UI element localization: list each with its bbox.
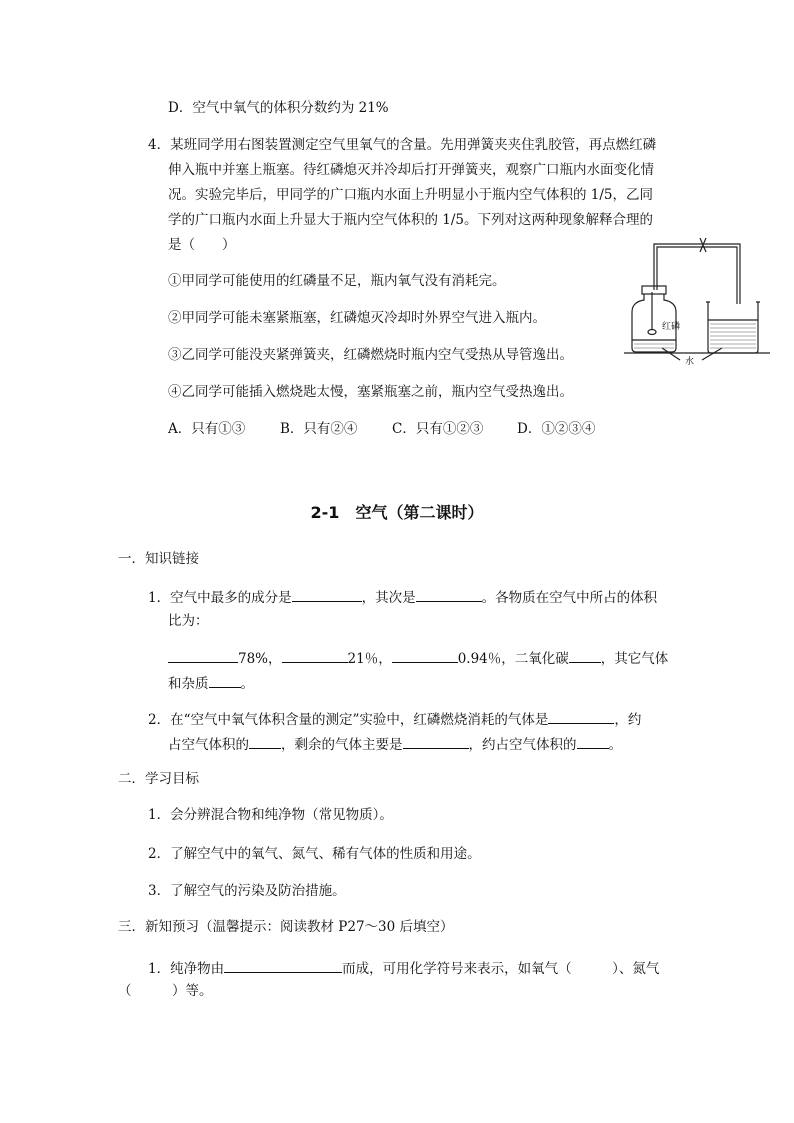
fill-blank[interactable] (577, 734, 609, 749)
text: ，约占空气体积的 (468, 737, 577, 753)
goal-item-1: 1．会分辨混合物和纯净物（常见物质）。 (148, 807, 393, 823)
choice-b: B．只有②④ (280, 421, 358, 437)
page-title: 2-1 空气（第二课时） (310, 503, 484, 522)
q4-line-1: 4．某班同学用右图装置测定空气里氧气的含量。先用弹簧夹夹住乳胶管，再点燃红磷 (148, 137, 657, 153)
text: 21％， (347, 651, 392, 667)
text: 。 (240, 676, 254, 692)
fill-blank[interactable] (292, 587, 362, 602)
apparatus-figure (622, 232, 772, 367)
s1-q2-line-1 (148, 709, 641, 729)
fill-blank[interactable] (209, 673, 241, 688)
q4-line-2: 伸入瓶中并塞上瓶塞。待红磷熄灭并冷却后打开弹簧夹，观察广口瓶内水面变化情 (168, 162, 654, 178)
goal-item-2: 2．了解空气中的氧气、氮气、稀有气体的性质和用途。 (148, 846, 481, 862)
s1-q2-line-2 (168, 734, 622, 754)
text: 2．在“空气中氧气体积含量的测定”实验中，红磷燃烧消耗的气体是 (148, 712, 549, 728)
text: 1．纯净物由 (148, 961, 225, 977)
section-1-heading: 一．知识链接 (118, 551, 199, 567)
fill-blank[interactable] (403, 734, 469, 749)
q4-line-5: 是（ ） (168, 237, 236, 253)
section-2-heading: 二．学习目标 (118, 771, 199, 787)
text: ，其次是 (361, 590, 416, 606)
s1-q1-line-1 (148, 587, 657, 607)
goal-item-3: 3．了解空气的污染及防治措施。 (148, 883, 346, 899)
text: 1．空气中最多的成分是 (148, 590, 292, 606)
option-d: D．空气中氧气的体积分数约为 21% (168, 100, 389, 116)
s3-q1-line-1 (148, 958, 659, 978)
statement-1: ①甲同学可能使用的红磷量不足，瓶内氧气没有消耗完。 (168, 273, 506, 289)
fill-blank[interactable] (224, 958, 342, 973)
text: ，其它气体 (600, 651, 669, 667)
choice-c: C．只有①②③ (392, 421, 484, 437)
text: 占空气体积的 (168, 737, 249, 753)
text: 0.94％，二氧化碳 (457, 651, 569, 667)
fill-blank[interactable] (249, 734, 281, 749)
s1-q1-line-3 (168, 648, 668, 668)
q4-line-4: 学的广口瓶内水面上升显大于瓶内空气体积的 1/5。下列对这两种现象解释合理的 (168, 212, 654, 228)
fill-blank[interactable] (548, 709, 614, 724)
fill-blank[interactable] (569, 648, 601, 663)
statement-2: ②甲同学可能未塞紧瓶塞，红磷熄灭冷却时外界空气进入瓶内。 (168, 310, 546, 326)
choice-a: A．只有①③ (168, 421, 246, 437)
text: 78%， (238, 651, 282, 667)
fill-blank[interactable] (168, 648, 238, 663)
statement-3: ③乙同学可能没夹紧弹簧夹，红磷燃烧时瓶内空气受热从导管逸出。 (168, 347, 573, 363)
choice-d: D．①②③④ (517, 421, 596, 437)
q4-line-3: 况。实验完毕后，甲同学的广口瓶内水面上升明显小于瓶内空气体积的 1/5，乙同 (168, 187, 654, 203)
s3-q1-line-2: （ ）等。 (118, 983, 213, 999)
text: ，剩余的气体主要是 (281, 737, 403, 753)
text: 。 (608, 737, 622, 753)
s1-q1-line-2: 比为： (168, 613, 209, 629)
fill-blank[interactable] (416, 587, 482, 602)
fill-blank[interactable] (282, 648, 348, 663)
label-water: 水 (685, 357, 695, 367)
text: 。各物质在空气中所占的体积 (481, 590, 658, 606)
s1-q1-line-4 (168, 673, 254, 693)
section-3-heading: 三．新知预习（温馨提示：阅读教材 P27～30 后填空） (118, 919, 454, 935)
text: 而成，可用化学符号来表示，如氧气（ ）、氮气 (342, 961, 660, 977)
text: 和杂质 (168, 676, 209, 692)
fill-blank[interactable] (392, 648, 458, 663)
statement-4: ④乙同学可能插入燃烧匙太慢，塞紧瓶塞之前，瓶内空气受热逸出。 (168, 384, 573, 400)
label-phosphorus: 红磷 (662, 322, 681, 332)
text: ，约 (614, 712, 642, 728)
